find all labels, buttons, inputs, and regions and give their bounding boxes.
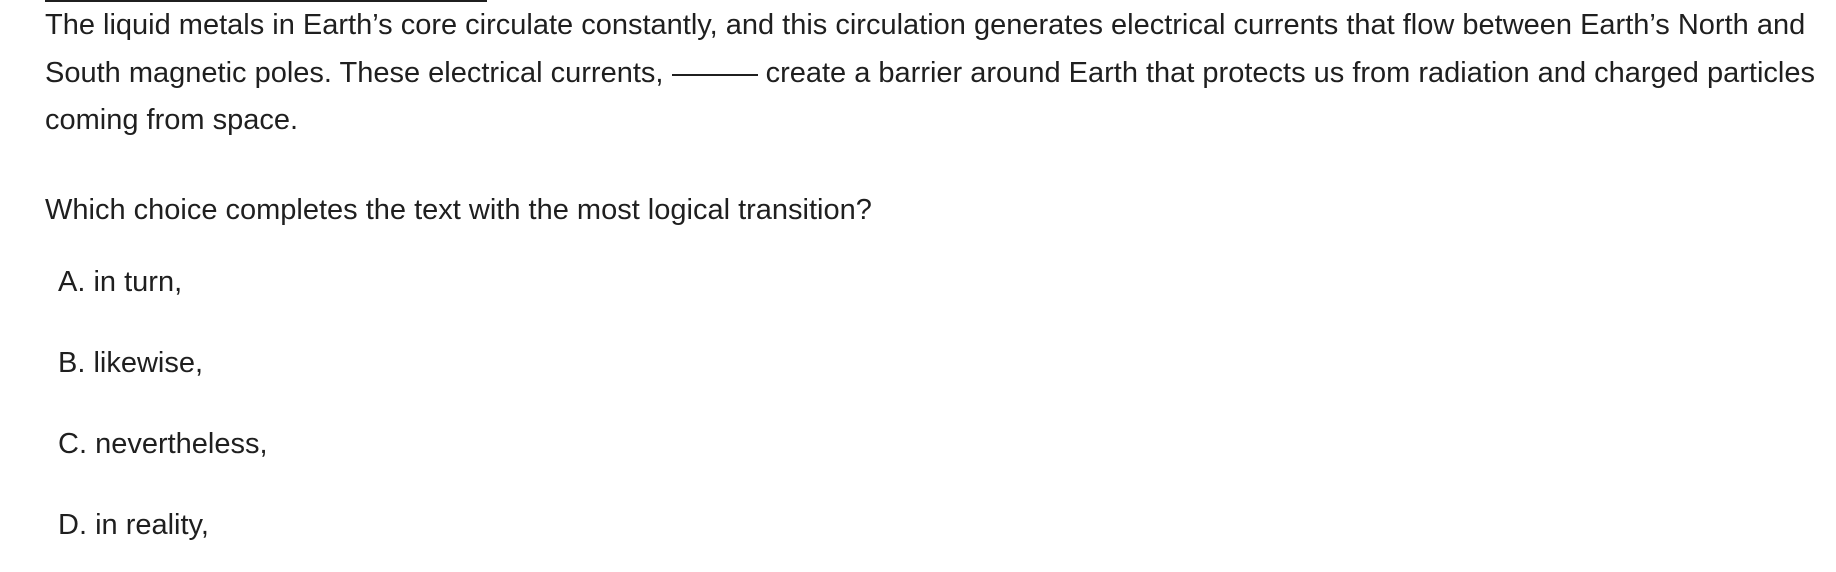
question-prompt: Which choice completes the text with the most logical transition?: [45, 194, 872, 226]
choice-letter: D.: [58, 509, 87, 541]
choice-d[interactable]: [58, 505, 268, 545]
choice-c[interactable]: [58, 424, 268, 464]
choice-text: likewise,: [93, 347, 204, 379]
choice-b[interactable]: [58, 343, 268, 383]
passage-text: [45, 2, 1825, 145]
passage-before-blank: The liquid metals in Earth’s core circulate constantly, and this circulation generates electrical currents that flow between Earth’s North and South magnetic poles. These electrical currents,: [45, 9, 1806, 89]
choice-letter: B.: [58, 347, 86, 379]
answer-choices: [58, 262, 268, 545]
choice-text: in turn,: [93, 266, 183, 298]
choice-letter: A.: [58, 266, 86, 298]
answer-blank: [672, 73, 758, 76]
choice-a[interactable]: [58, 262, 268, 302]
choice-text: in reality,: [95, 509, 209, 541]
choice-text: nevertheless,: [95, 428, 268, 460]
choice-letter: C.: [58, 428, 87, 460]
passage-after-blank: create a barrier around Earth that protects us from radiation and charged particles coming from space.: [45, 56, 1815, 136]
